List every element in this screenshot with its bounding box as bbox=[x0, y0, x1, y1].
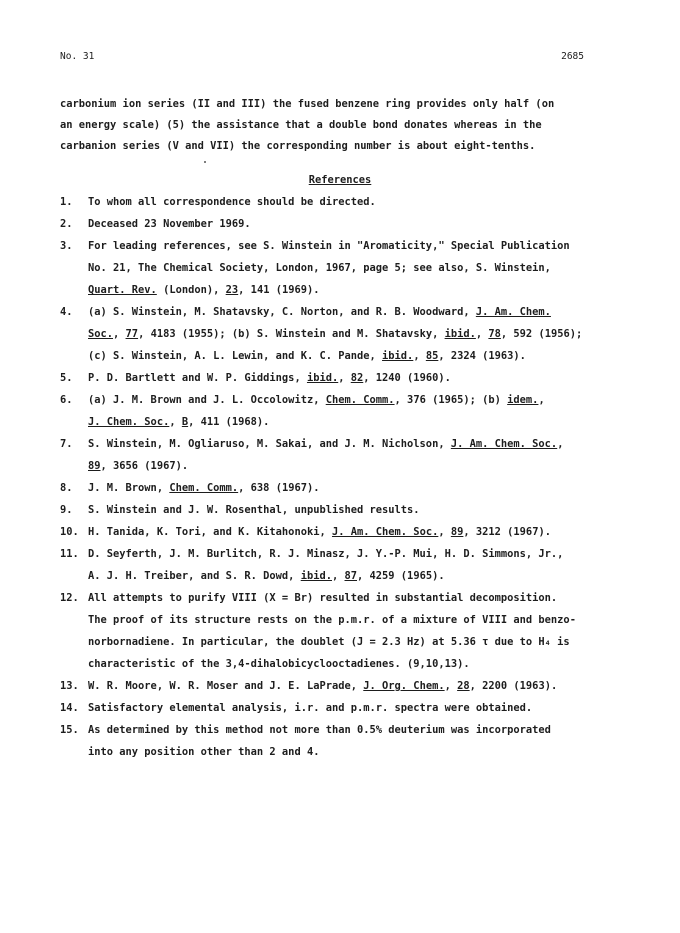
reference-item bbox=[60, 217, 640, 239]
reference-line bbox=[88, 745, 640, 767]
reference-item bbox=[60, 393, 640, 437]
reference-number: 3. bbox=[60, 240, 73, 252]
reference-item bbox=[60, 239, 640, 305]
citation-underlined: Quart. Rev. bbox=[88, 284, 157, 296]
reference-line bbox=[88, 217, 640, 239]
reference-line bbox=[88, 679, 640, 701]
reference-segment: For leading references, see S. Winstein in "Aromaticity," Special Publication bbox=[88, 240, 570, 252]
reference-number: 12. bbox=[60, 592, 79, 604]
reference-item bbox=[60, 547, 640, 591]
reference-segment: , bbox=[338, 372, 351, 384]
reference-text bbox=[88, 481, 640, 503]
reference-number: 8. bbox=[60, 482, 73, 494]
page-header bbox=[60, 50, 584, 64]
reference-item bbox=[60, 525, 640, 547]
citation-underlined: idem. bbox=[507, 394, 539, 406]
citation-underlined: ibid. bbox=[300, 570, 332, 582]
reference-line bbox=[88, 503, 640, 525]
reference-segment: into any position other than 2 and 4. bbox=[88, 746, 320, 758]
reference-text bbox=[88, 503, 640, 525]
reference-item bbox=[60, 591, 640, 679]
citation-underlined: J. Org. Chem. bbox=[363, 680, 445, 692]
reference-segment: , 3212 (1967). bbox=[463, 526, 551, 538]
reference-text bbox=[88, 393, 640, 437]
reference-segment: As determined by this method not more than 0.5% deuterium was incorporated bbox=[88, 724, 551, 736]
reference-line bbox=[88, 613, 640, 635]
reference-segment: J. M. Brown, bbox=[88, 482, 170, 494]
reference-number: 2. bbox=[60, 218, 73, 230]
reference-segment: characteristic of the 3,4-dihalobicyclooctadienes. (9,10,13). bbox=[88, 658, 470, 670]
reference-segment: , bbox=[413, 350, 426, 362]
reference-segment: , bbox=[169, 416, 182, 428]
citation-underlined: J. Chem. Soc. bbox=[88, 416, 170, 428]
reference-item bbox=[60, 437, 640, 481]
citation-underlined: 78 bbox=[488, 328, 501, 340]
reference-segment: , 2324 (1963). bbox=[438, 350, 526, 362]
reference-number: 5. bbox=[60, 372, 73, 384]
reference-segment: Deceased 23 November 1969. bbox=[88, 218, 251, 230]
reference-text bbox=[88, 437, 640, 481]
intro-paragraph bbox=[60, 97, 620, 160]
reference-segment: (a) J. M. Brown and J. L. Occolowitz, bbox=[88, 394, 326, 406]
reference-line bbox=[88, 723, 640, 745]
citation-underlined: Chem. Comm. bbox=[325, 394, 395, 406]
reference-segment: (London), bbox=[156, 284, 226, 296]
reference-segment: H. Tanida, K. Tori, and K. Kitahonoki, bbox=[88, 526, 332, 538]
page-number: 2685 bbox=[561, 51, 584, 62]
issue-number: No. 31 bbox=[60, 51, 95, 62]
reference-line bbox=[88, 327, 640, 349]
reference-segment: D. Seyferth, J. M. Burlitch, R. J. Minasz, J. Y.-P. Mui, H. D. Simmons, Jr., bbox=[88, 548, 564, 560]
reference-text bbox=[88, 547, 640, 591]
reference-line bbox=[88, 393, 640, 415]
reference-segment: , 3656 (1967). bbox=[100, 460, 189, 472]
citation-underlined: ibid. bbox=[444, 328, 476, 340]
reference-segment: S. Winstein, M. Ogliaruso, M. Sakai, and J. M. Nicholson, bbox=[88, 438, 451, 450]
reference-segment: norbornadiene. In particular, the doublet (J = 2.3 Hz) at 5.36 τ due to H₄ is bbox=[88, 636, 570, 648]
reference-number: 6. bbox=[60, 394, 73, 406]
reference-segment: No. 21, The Chemical Society, London, 1967, page 5; see also, S. Winstein, bbox=[88, 262, 551, 274]
reference-text bbox=[88, 591, 640, 679]
reference-number: 1. bbox=[60, 196, 73, 208]
reference-segment: , 638 (1967). bbox=[238, 482, 320, 494]
reference-segment: , bbox=[475, 328, 489, 340]
references-heading bbox=[0, 173, 680, 187]
reference-segment: (a) S. Winstein, M. Shatavsky, C. Norton, and R. B. Woodward, bbox=[88, 306, 476, 318]
references-list bbox=[60, 195, 640, 767]
reference-line bbox=[88, 239, 640, 261]
reference-segment: A. J. H. Treiber, and S. R. Dowd, bbox=[88, 570, 301, 582]
reference-item bbox=[60, 503, 640, 525]
stray-mark bbox=[204, 161, 206, 163]
reference-text bbox=[88, 525, 640, 547]
reference-line bbox=[88, 591, 640, 613]
reference-line bbox=[88, 195, 640, 217]
reference-line bbox=[88, 569, 640, 591]
reference-line bbox=[88, 437, 640, 459]
reference-segment: P. D. Bartlett and W. P. Giddings, bbox=[88, 372, 307, 384]
reference-text bbox=[88, 305, 640, 371]
reference-segment: , 4183 (1955); (b) S. Winstein and M. Shatavsky, bbox=[138, 328, 445, 340]
reference-segment: (c) S. Winstein, A. L. Lewin, and K. C. Pande, bbox=[88, 350, 383, 362]
reference-segment: , bbox=[331, 570, 345, 582]
reference-segment: , bbox=[438, 526, 451, 538]
reference-text bbox=[88, 239, 640, 305]
reference-text bbox=[88, 723, 640, 767]
reference-segment: , 592 (1956); bbox=[500, 328, 583, 340]
reference-number: 14. bbox=[60, 702, 79, 714]
reference-line bbox=[88, 481, 640, 503]
reference-segment: Satisfactory elemental analysis, i.r. and p.m.r. spectra were obtained. bbox=[88, 702, 533, 714]
reference-line bbox=[88, 371, 640, 393]
reference-segment: , 2200 (1963). bbox=[469, 680, 558, 692]
citation-underlined: 82 bbox=[350, 372, 364, 384]
reference-number: 4. bbox=[60, 306, 73, 318]
reference-number: 13. bbox=[60, 680, 79, 692]
reference-item bbox=[60, 701, 640, 723]
reference-segment: , bbox=[557, 438, 564, 450]
reference-number: 9. bbox=[60, 504, 73, 516]
citation-underlined: 89 bbox=[450, 526, 464, 538]
reference-line bbox=[88, 261, 640, 283]
reference-line bbox=[88, 657, 640, 679]
intro-line: carbanion series (V and VII) the corresponding number is about eight-tenths. bbox=[60, 140, 536, 152]
reference-segment: All attempts to purify VIII (X = Br) resulted in substantial decomposition. bbox=[88, 592, 558, 604]
reference-line bbox=[88, 349, 640, 371]
reference-segment: , bbox=[538, 394, 545, 406]
reference-segment: The proof of its structure rests on the p.m.r. of a mixture of VIII and benzo- bbox=[88, 614, 576, 626]
citation-underlined: Chem. Comm. bbox=[169, 482, 239, 494]
reference-item bbox=[60, 305, 640, 371]
reference-item bbox=[60, 195, 640, 217]
reference-segment: , bbox=[444, 680, 458, 692]
citation-underlined: J. Am. Chem. bbox=[475, 306, 551, 318]
reference-segment: S. Winstein and J. W. Rosenthal, unpublished results. bbox=[88, 504, 420, 516]
reference-text bbox=[88, 217, 640, 239]
reference-line bbox=[88, 525, 640, 547]
citation-underlined: ibid. bbox=[306, 372, 339, 384]
reference-item bbox=[60, 481, 640, 503]
reference-segment: W. R. Moore, W. R. Moser and J. E. LaPrade, bbox=[88, 680, 364, 692]
reference-text bbox=[88, 679, 640, 701]
reference-number: 7. bbox=[60, 438, 73, 450]
citation-underlined: ibid. bbox=[382, 350, 414, 362]
reference-line bbox=[88, 305, 640, 327]
citation-underlined: 77 bbox=[125, 328, 139, 340]
reference-line bbox=[88, 283, 640, 305]
reference-segment: , 1240 (1960). bbox=[363, 372, 451, 384]
citation-underlined: B bbox=[181, 416, 189, 428]
reference-segment: , 4259 (1965). bbox=[357, 570, 445, 582]
reference-text bbox=[88, 701, 640, 723]
reference-segment: , 376 (1965); (b) bbox=[394, 394, 508, 406]
reference-line bbox=[88, 635, 640, 657]
reference-text bbox=[88, 371, 640, 393]
references-heading-text: References bbox=[308, 174, 372, 186]
reference-number: 10. bbox=[60, 526, 79, 538]
reference-segment: , 141 (1969). bbox=[238, 284, 320, 296]
reference-number: 15. bbox=[60, 724, 79, 736]
reference-segment: , 411 (1968). bbox=[188, 416, 270, 428]
reference-text bbox=[88, 195, 640, 217]
citation-underlined: J. Am. Chem. Soc. bbox=[331, 526, 439, 538]
reference-line bbox=[88, 547, 640, 569]
reference-line bbox=[88, 701, 640, 723]
reference-number: 11. bbox=[60, 548, 79, 560]
intro-line: carbonium ion series (II and III) the fused benzene ring provides only half (on bbox=[60, 98, 555, 110]
citation-underlined: 87 bbox=[344, 570, 358, 582]
citation-underlined: 89 bbox=[88, 460, 101, 472]
intro-line: an energy scale) (5) the assistance that a double bond donates whereas in the bbox=[60, 119, 542, 131]
reference-segment: To whom all correspondence should be directed. bbox=[88, 196, 376, 208]
citation-underlined: J. Am. Chem. Soc. bbox=[450, 438, 558, 450]
reference-line bbox=[88, 415, 640, 437]
citation-underlined: Soc. bbox=[88, 328, 114, 340]
citation-underlined: 28 bbox=[457, 680, 470, 692]
reference-item bbox=[60, 679, 640, 701]
reference-item bbox=[60, 371, 640, 393]
reference-line bbox=[88, 459, 640, 481]
reference-item bbox=[60, 723, 640, 767]
citation-underlined: 85 bbox=[425, 350, 439, 362]
reference-segment: , bbox=[113, 328, 126, 340]
citation-underlined: 23 bbox=[225, 284, 239, 296]
